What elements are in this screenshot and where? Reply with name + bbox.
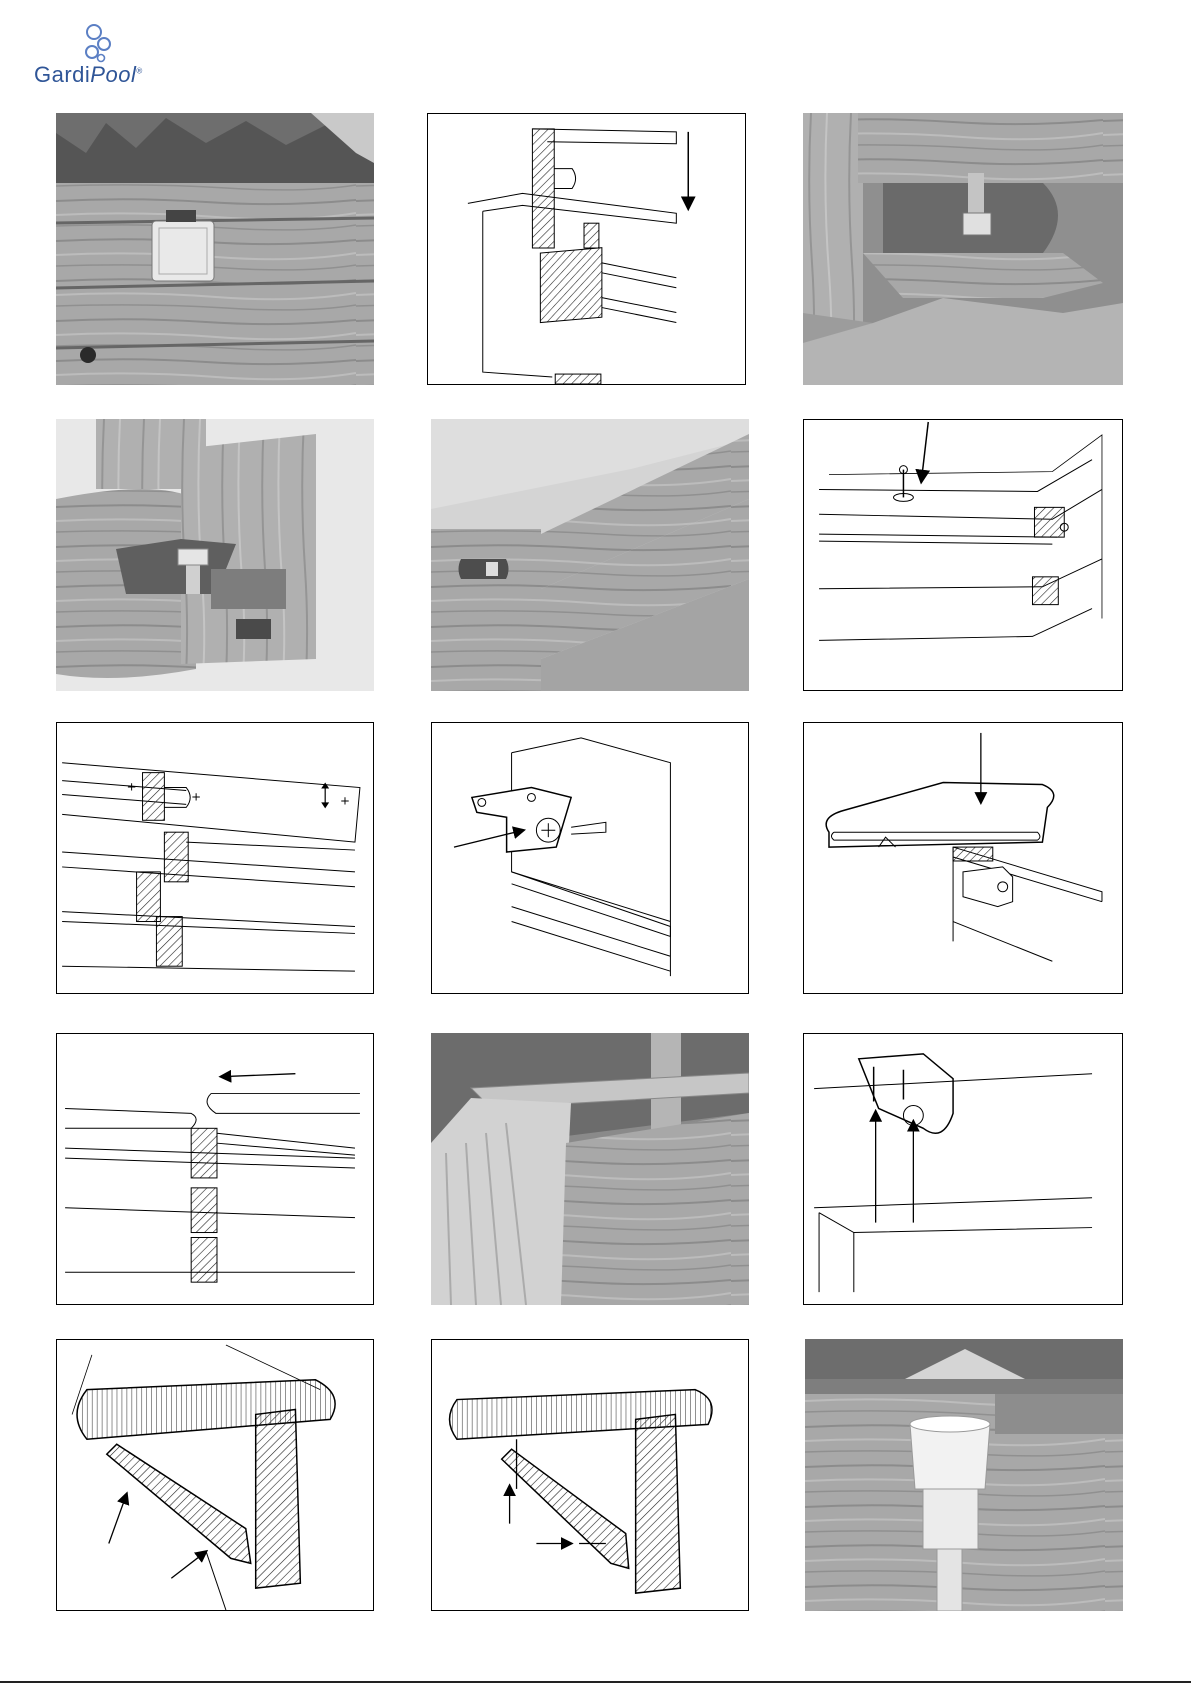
brand-name: GardiPool® (34, 62, 143, 87)
corner-bolt-nut-photo (803, 113, 1123, 385)
bracket-screw-drawing (431, 722, 749, 994)
skimmer-nozzle-photo (805, 1339, 1123, 1611)
corner-joint-assembly-drawing (427, 113, 746, 385)
svg-text:+: + (126, 779, 137, 794)
top-plank-nail-drawing (803, 419, 1123, 691)
coping-section-hatched-drawing (56, 1339, 374, 1611)
svg-text:+: + (340, 793, 351, 808)
stacked-corner-photo (431, 419, 749, 691)
bracket-two-screws-drawing (803, 1033, 1123, 1305)
skimmer-opening-photo (56, 113, 374, 385)
plank-stack-screws-drawing (56, 722, 374, 994)
coping-slide-drawing (56, 1033, 374, 1305)
coping-rail-photo (431, 1033, 749, 1305)
svg-text:+: + (191, 789, 202, 804)
footer-rule (0, 1681, 1191, 1683)
corner-bolt-closeup-photo (56, 419, 374, 691)
coping-placement-drawing (803, 722, 1123, 994)
bubbles-icon (34, 22, 154, 66)
gardipool-logo (34, 22, 154, 90)
coping-section-screws-drawing (431, 1339, 749, 1611)
